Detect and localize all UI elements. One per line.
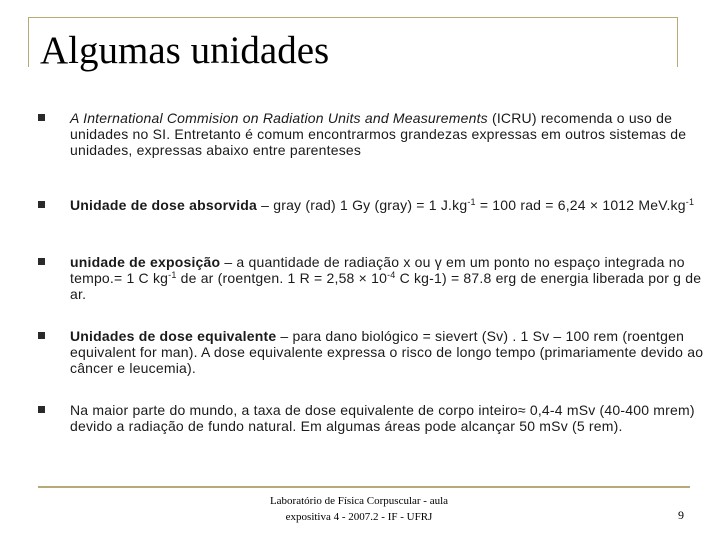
bullet-text: (ICRU) recomenda o uso de unidades no SI. Entretanto é comum encontrarmos grandezas expressas em outros sistemas de unidades, expressas abaixo entre parenteses: [70, 110, 687, 158]
slide-title: Algumas unidades: [40, 29, 330, 72]
bullet-text: – gray (rad) 1 Gy (gray) = 1 J.kg: [257, 197, 468, 213]
bullet-heading: Unidades de dose equivalente: [70, 328, 277, 344]
bullet-absorbed-dose: [38, 197, 710, 213]
bullet-equivalent-dose: [38, 328, 710, 376]
superscript: -4: [387, 270, 396, 280]
bullet-exposure: [38, 254, 710, 302]
bullet-heading: Unidade de dose absorvida: [70, 197, 258, 213]
superscript: -1: [467, 197, 476, 207]
title-frame-top-rule: [28, 17, 678, 18]
bullet-text: C kg-1) = 87.8 erg de energia liberada por g de ar.: [70, 270, 702, 302]
title-frame-right-rule: [677, 17, 678, 67]
superscript: -1: [685, 197, 695, 207]
bullet-heading: unidade de exposição: [70, 254, 221, 270]
bullet-text: = 100 rad = 6,24 × 1012 MeV.kg: [475, 197, 686, 213]
bullet-text: Na maior parte do mundo, a taxa de dose equivalente de corpo inteiro≈ 0,4-4 mSv (40-400 mrem) devido a radiação de fundo natural. Em algumas áreas pode alcançar 50 mSv (5 rem).: [70, 402, 695, 434]
footer-line-1: Laboratório de Física Corpuscular - aula: [269, 495, 449, 507]
bullet-text: de ar (roentgen. 1 R = 2,58 × 10: [176, 270, 388, 286]
icru-name: A International Commision on Radiation Units and Measurements: [70, 110, 488, 126]
footer-rule: [38, 486, 690, 488]
square-bullet-icon: [38, 114, 45, 121]
bullet-background-radiation: [38, 402, 710, 434]
superscript: -1: [168, 270, 177, 280]
footer-line-2: expositiva 4 - 2007.2 - IF - UFRJ: [285, 511, 433, 523]
square-bullet-icon: [38, 258, 45, 265]
square-bullet-icon: [38, 332, 45, 339]
title-frame-left-rule: [28, 17, 29, 67]
footer-caption: [230, 493, 488, 525]
square-bullet-icon: [38, 406, 45, 413]
square-bullet-icon: [38, 201, 45, 208]
page-number: 9: [678, 508, 684, 522]
bullet-text: – para dano biológico = sievert (Sv) . 1 Sv – 100 rem (roentgen equivalent for man). A dose equivalente expressa o risco de longo tempo (primariamente devido ao câncer e leucemia).: [70, 328, 704, 376]
bullet-icru: [38, 110, 710, 158]
bullet-text: – a quantidade de radiação x ou γ em um ponto no espaço integrada no tempo.= 1 C kg: [70, 254, 685, 286]
